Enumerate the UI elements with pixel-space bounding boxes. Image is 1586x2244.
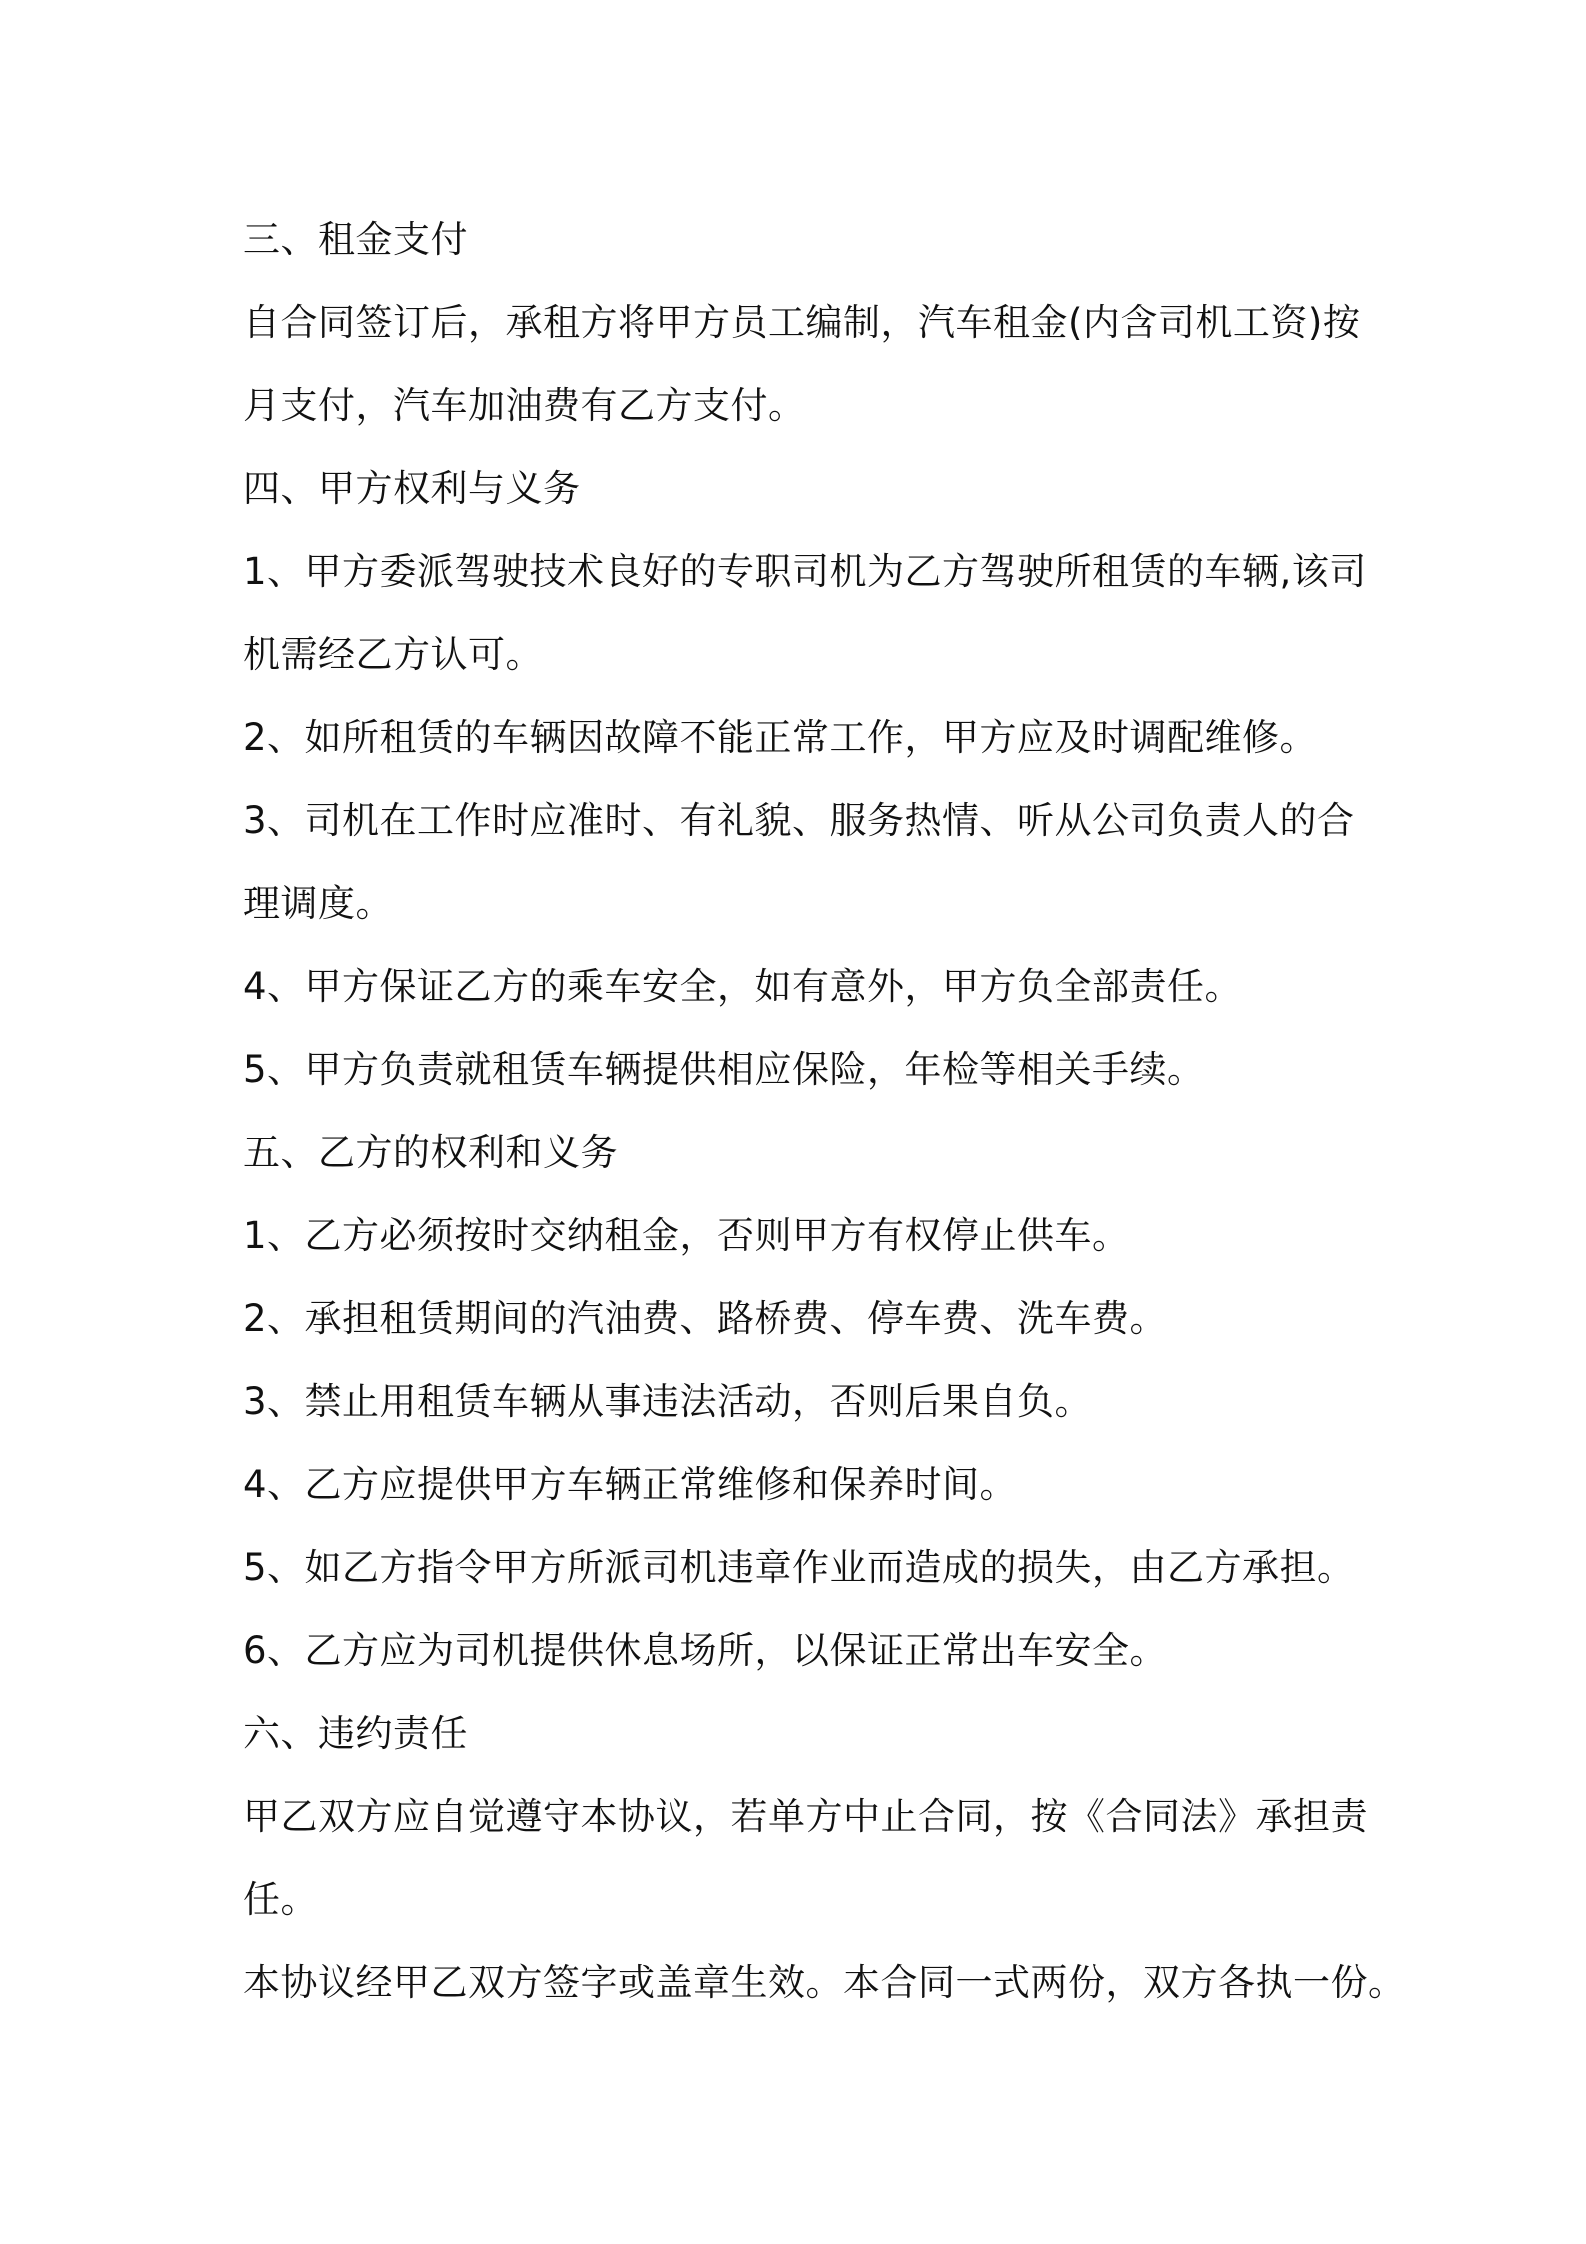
clause-line: 1、乙方必须按时交纳租金，否则甲方有权停止供车。 — [243, 1214, 1130, 1257]
paragraph-line: 任。 — [243, 1878, 318, 1921]
clause-line: 1、甲方委派驾驶技术良好的专职司机为乙方驾驶所租赁的车辆,该司 — [243, 550, 1367, 593]
paragraph-line: 月支付，汽车加油费有乙方支付。 — [243, 384, 806, 427]
clause-line: 2、如所租赁的车辆因故障不能正常工作，甲方应及时调配维修。 — [243, 716, 1318, 759]
section-heading-party-a-rights: 四、甲方权利与义务 — [243, 467, 581, 510]
section-heading-breach-liability: 六、违约责任 — [243, 1712, 468, 1755]
paragraph-line: 自合同签订后，承租方将甲方员工编制，汽车租金(内含司机工资)按 — [243, 301, 1361, 344]
clause-line: 4、乙方应提供甲方车辆正常维修和保养时间。 — [243, 1463, 1018, 1506]
clause-line: 理调度。 — [243, 882, 393, 925]
clause-line: 5、如乙方指令甲方所派司机违章作业而造成的损失，由乙方承担。 — [243, 1546, 1355, 1589]
clause-line: 5、甲方负责就租赁车辆提供相应保险，年检等相关手续。 — [243, 1048, 1205, 1091]
section-heading-rent-payment: 三、租金支付 — [243, 218, 468, 261]
clause-line: 3、禁止用租赁车辆从事违法活动，否则后果自负。 — [243, 1380, 1093, 1423]
section-heading-party-b-rights: 五、乙方的权利和义务 — [243, 1131, 618, 1174]
clause-line: 3、司机在工作时应准时、有礼貌、服务热情、听从公司负责人的合 — [243, 799, 1355, 842]
closing-statement: 本协议经甲乙双方签字或盖章生效。本合同一式两份，双方各执一份。 — [243, 1961, 1406, 2004]
clause-line: 2、承担租赁期间的汽油费、路桥费、停车费、洗车费。 — [243, 1297, 1168, 1340]
clause-line: 机需经乙方认可。 — [243, 633, 543, 676]
paragraph-line: 甲乙双方应自觉遵守本协议，若单方中止合同，按《合同法》承担责 — [243, 1795, 1368, 1838]
document-page — [243, 198, 1406, 2024]
clause-line: 6、乙方应为司机提供休息场所，以保证正常出车安全。 — [243, 1629, 1168, 1672]
clause-line: 4、甲方保证乙方的乘车安全，如有意外，甲方负全部责任。 — [243, 965, 1243, 1008]
